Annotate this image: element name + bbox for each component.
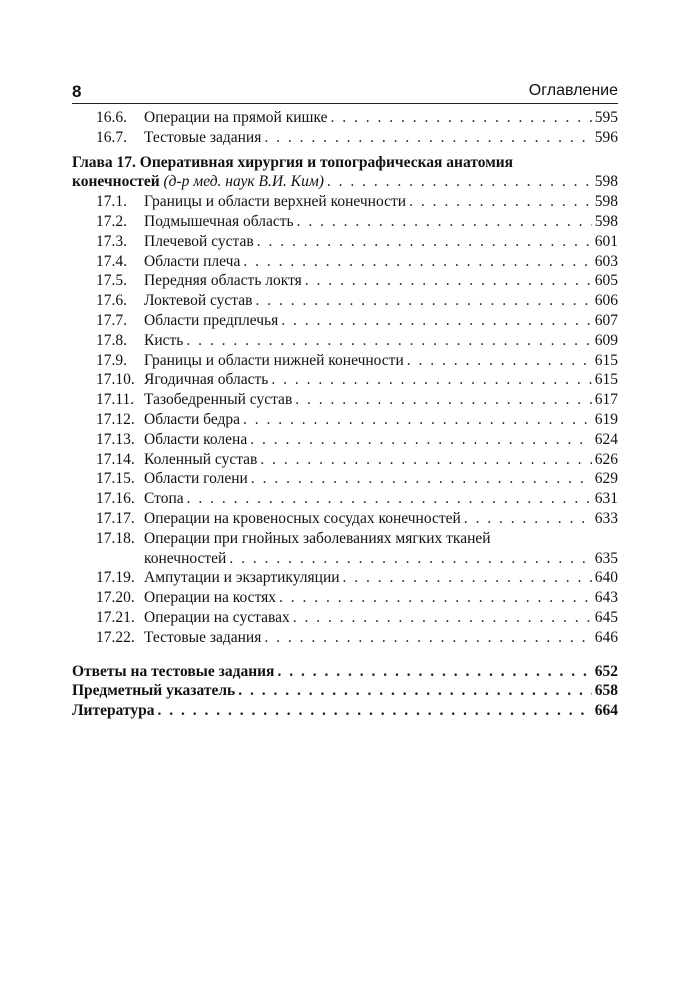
page-number: 8 [72, 82, 82, 101]
entry-title: Операции на прямой кишке [144, 109, 328, 126]
entry-number: 17.1. [96, 193, 127, 211]
entry-number: 17.16. [96, 490, 135, 508]
entry-page: 615 [594, 371, 618, 389]
entry-number: 17.8. [96, 331, 127, 349]
entry-page: 633 [594, 509, 618, 527]
entry-number: 17.13. [96, 430, 135, 448]
page-header [72, 78, 618, 104]
back-matter-entry [72, 681, 618, 701]
chapter-author: (д-р мед. наук В.И. Ким) [163, 173, 324, 191]
entry-page: 629 [594, 470, 618, 488]
entry-number: 16.6. [96, 109, 127, 126]
entry-number: 17.15. [96, 470, 135, 488]
entry-page: 624 [594, 430, 618, 448]
entry-title: Предметный указатель [72, 682, 236, 700]
table-of-contents [72, 108, 618, 721]
entry-title: Коленный сустав [144, 450, 258, 468]
toc-entry [72, 608, 618, 628]
back-matter [72, 662, 618, 721]
entry-title: Передняя область локтя [144, 272, 302, 290]
entry-page: 635 [594, 549, 618, 567]
entry-title: Операции на костях [144, 589, 277, 607]
entry-number: 17.9. [96, 351, 127, 369]
entry-page: 603 [594, 252, 618, 270]
toc-entry [72, 410, 618, 430]
entry-page: 605 [594, 272, 618, 290]
toc-entry [72, 390, 618, 410]
toc-entry [72, 192, 618, 212]
toc-entry [72, 588, 618, 608]
chapter-heading: Глава 17. Оперативная хирургия и топографическая анатомия [72, 153, 514, 171]
entry-title: Тазобедренный сустав [144, 391, 293, 409]
entry-title-continued: конечностей [144, 549, 227, 567]
entry-page: 646 [594, 628, 618, 646]
toc-entry [72, 232, 618, 252]
chapter-entries-after [72, 568, 618, 647]
entry-title: Границы и области верхней конечности [144, 193, 407, 211]
entry-title: Локтевой сустав [144, 292, 253, 310]
entry-page: 598 [594, 212, 618, 230]
entry-title: Ампутации и экзартикуляции [144, 569, 340, 587]
entry-number: 17.14. [96, 450, 135, 468]
entry-number: 17.11. [96, 391, 135, 409]
toc-entry [72, 212, 618, 232]
entry-page: 595 [594, 109, 618, 126]
entry-page: 658 [594, 682, 618, 700]
entry-number: 17.20. [96, 589, 135, 607]
toc-entry [72, 311, 618, 331]
entry-title: Стопа [144, 490, 184, 508]
entry-title: Литература [72, 702, 155, 720]
entry-title: Области предплечья [144, 311, 279, 329]
entry-number: 17.6. [96, 292, 127, 310]
entry-number: 17.3. [96, 232, 127, 250]
entry-title: Области плеча [144, 252, 241, 270]
entry-title: Границы и области нижней конечности [144, 351, 404, 369]
entry-title: Области голени [144, 470, 248, 488]
entry-title: Области колена [144, 430, 248, 448]
entry-title: Кисть [144, 331, 184, 349]
toc-entry [72, 628, 618, 648]
entry-number: 17.10. [96, 371, 135, 389]
running-title: Оглавление [528, 82, 618, 99]
toc-entry [72, 271, 618, 291]
entry-page: 615 [594, 351, 618, 369]
toc-entry [72, 568, 618, 588]
entry-page: 596 [594, 128, 618, 146]
toc-entry-continuation [72, 549, 618, 569]
entry-number: 17.17. [96, 509, 135, 527]
entry-page: 617 [594, 391, 618, 409]
entry-page: 607 [594, 311, 618, 329]
entry-title: Плечевой сустав [144, 232, 254, 250]
toc-entry [72, 529, 618, 549]
entry-page: 664 [594, 702, 618, 720]
entry-page: 631 [594, 490, 618, 508]
toc-entry [72, 252, 618, 272]
entry-number: 17.5. [96, 272, 127, 290]
entry-page: 643 [594, 589, 618, 607]
toc-entry [72, 430, 618, 450]
entry-number: 17.2. [96, 212, 127, 230]
entry-title: Операции при гнойных заболеваниях мягких тканей [144, 529, 491, 547]
toc-entry [72, 509, 618, 529]
entry-title: Тестовые задания [144, 128, 262, 146]
entry-number: 17.12. [96, 410, 135, 428]
entry-page: 645 [594, 608, 618, 626]
toc-entry [72, 489, 618, 509]
toc-entry [72, 128, 618, 148]
entry-title: Ягодичная область [144, 371, 269, 389]
entry-page: 609 [594, 331, 618, 349]
entry-number: 17.19. [96, 569, 135, 587]
entry-number: 17.21. [96, 608, 135, 626]
entry-page: 601 [594, 232, 618, 250]
toc-entry [72, 450, 618, 470]
entry-title: Ответы на тестовые задания [72, 662, 275, 680]
chapter-title-end: конечностей [72, 173, 160, 191]
chapter-entries [72, 192, 618, 529]
entry-page: 606 [594, 292, 618, 310]
entry-number: 16.7. [96, 128, 127, 146]
entry-page: 626 [594, 450, 618, 468]
entry-number: 17.22. [96, 628, 135, 646]
entry-number: 17.4. [96, 252, 127, 270]
toc-entry [72, 370, 618, 390]
toc-entry [72, 351, 618, 371]
back-matter-entry [72, 701, 618, 721]
toc-entry [72, 291, 618, 311]
toc-entry [72, 331, 618, 351]
entry-title: Области бедра [144, 410, 241, 428]
chapter-page: 598 [594, 173, 618, 191]
entry-number: 17.7. [96, 311, 127, 329]
entry-number: 17.18. [96, 529, 135, 547]
entry-title: Операции на кровеносных сосудах конечностей [144, 509, 461, 527]
entry-page: 619 [594, 410, 618, 428]
entry-title: Тестовые задания [144, 628, 262, 646]
entry-page: 640 [594, 569, 618, 587]
header-rule [72, 103, 618, 104]
toc-entry [72, 108, 618, 128]
toc-entry [72, 469, 618, 489]
back-matter-entry [72, 662, 618, 682]
entry-title: Подмышечная область [144, 212, 294, 230]
entry-title: Операции на суставах [144, 608, 290, 626]
entry-page: 598 [594, 193, 618, 211]
chapter-heading-line2 [72, 172, 618, 192]
entry-page: 652 [594, 662, 618, 680]
